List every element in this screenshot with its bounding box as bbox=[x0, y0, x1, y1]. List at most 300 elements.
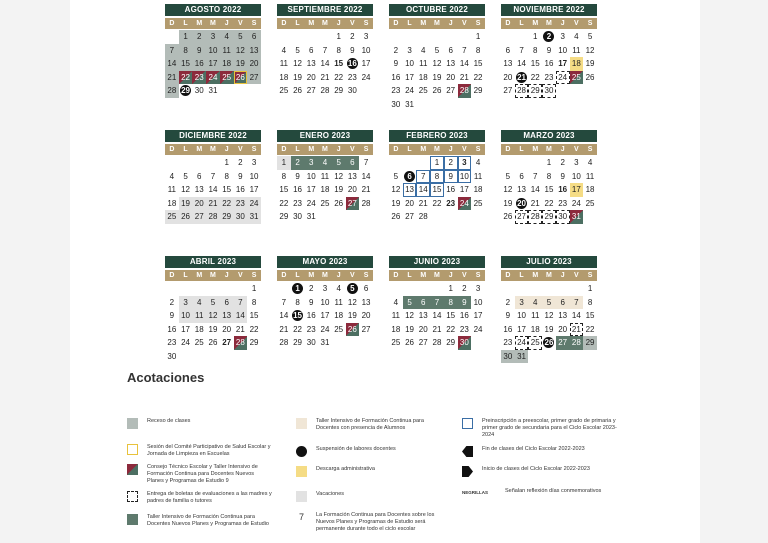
day-cell: 4 bbox=[475, 158, 481, 167]
day-cell: 25 bbox=[220, 71, 234, 85]
day-cell: 5 bbox=[505, 171, 511, 181]
day-cell: 19 bbox=[347, 311, 357, 320]
day-cell: 4 bbox=[318, 156, 332, 170]
legend-item bbox=[296, 466, 441, 477]
day-cell: 13 bbox=[347, 171, 357, 181]
day-cell: 15 bbox=[544, 185, 554, 194]
weekday-label: J bbox=[224, 20, 229, 27]
day-cell: 12 bbox=[544, 311, 554, 320]
weekday-label: M bbox=[434, 20, 440, 27]
day-cell: 26 bbox=[346, 323, 360, 337]
day-cell: 14 bbox=[530, 185, 540, 194]
day-cell: 23 bbox=[192, 71, 206, 85]
day-cell: 28 bbox=[361, 198, 371, 208]
day-cell: 15 bbox=[473, 59, 483, 68]
day-cell: 8 bbox=[533, 45, 538, 55]
weekday-header bbox=[389, 270, 485, 281]
day-cell: 22 bbox=[334, 72, 344, 82]
day-cell: 23 bbox=[503, 338, 513, 347]
legend-swatch-icon bbox=[462, 466, 473, 477]
day-cell: 11 bbox=[391, 311, 400, 320]
weekday-label: L bbox=[519, 146, 524, 153]
day-cell: 18 bbox=[473, 185, 483, 194]
day-cell: 11 bbox=[320, 171, 330, 181]
day-cell: 13 bbox=[558, 311, 568, 320]
weekday-label: M bbox=[210, 20, 216, 27]
day-cell: 26 bbox=[179, 210, 193, 224]
weekday-label: V bbox=[574, 20, 579, 27]
day-cell: 13 bbox=[403, 183, 417, 197]
weekday-label: L bbox=[519, 272, 524, 279]
day-cell: 17 bbox=[181, 324, 190, 334]
weekday-label: J bbox=[448, 20, 453, 27]
day-cell: 30 bbox=[194, 86, 204, 95]
month-octubre-2022 bbox=[389, 4, 485, 111]
day-cell: 28 bbox=[206, 210, 220, 224]
day-cell: 10 bbox=[206, 44, 220, 58]
day-cell: 27 bbox=[361, 324, 371, 334]
weekday-label: L bbox=[295, 146, 300, 153]
day-cell bbox=[403, 170, 417, 184]
day-cell: 7 bbox=[430, 296, 444, 310]
day-cell: 27 bbox=[556, 336, 570, 350]
day-cell: 1 bbox=[277, 156, 291, 170]
day-cell: 14 bbox=[165, 57, 179, 71]
day-cell: 7 bbox=[363, 158, 369, 167]
day-cell: 2 bbox=[192, 30, 206, 44]
day-cell: 26 bbox=[405, 338, 414, 347]
day-cell: 19 bbox=[334, 185, 344, 194]
month-title: MAYO 2023 bbox=[277, 256, 373, 268]
day-cell: 18 bbox=[391, 324, 401, 334]
day-cell: 25 bbox=[320, 198, 330, 208]
day-cell: 7 bbox=[519, 45, 524, 55]
day-cell: 17 bbox=[306, 185, 316, 194]
day-cell: 9 bbox=[238, 171, 243, 181]
day-cell: 7 bbox=[570, 296, 584, 310]
weekday-label: S bbox=[587, 272, 593, 279]
day-cell: 17 bbox=[570, 183, 584, 197]
month-julio-2023 bbox=[501, 256, 597, 363]
month-enero-2023 bbox=[277, 130, 373, 224]
day-cell: 10 bbox=[571, 171, 581, 181]
day-cell: 15 bbox=[279, 185, 289, 194]
day-cell: 24 bbox=[556, 71, 570, 85]
day-cell: 18 bbox=[570, 57, 584, 71]
day-cell: 24 bbox=[320, 324, 330, 334]
day-cell: 3 bbox=[322, 284, 328, 293]
suspension-circle-icon: 16 bbox=[347, 59, 357, 68]
day-cell: 11 bbox=[279, 59, 288, 68]
day-cell: 5 bbox=[183, 171, 188, 181]
day-cell: 14 bbox=[416, 183, 430, 197]
day-cell: 7 bbox=[462, 45, 467, 55]
day-cell: 25 bbox=[528, 336, 542, 350]
day-cell: 4 bbox=[393, 297, 399, 307]
day-cell: 22 bbox=[544, 198, 554, 208]
day-cell: 3 bbox=[515, 296, 529, 310]
suspension-circle-icon: 26 bbox=[544, 338, 554, 347]
day-cell: 28 bbox=[515, 84, 529, 98]
day-cell: 31 bbox=[405, 99, 414, 109]
weekday-label: S bbox=[475, 146, 481, 153]
day-cell: 13 bbox=[517, 185, 526, 194]
day-cell: 17 bbox=[405, 72, 414, 82]
weekday-label: J bbox=[448, 146, 453, 153]
day-cell: 4 bbox=[421, 45, 426, 55]
day-cell: 27 bbox=[247, 71, 261, 85]
day-grid bbox=[165, 30, 261, 98]
day-cell: 3 bbox=[251, 158, 257, 167]
legend-item bbox=[462, 446, 622, 457]
legend-label: Señalan reflexión días conmemorativos bbox=[505, 488, 602, 494]
weekday-label: D bbox=[393, 272, 399, 279]
weekday-label: D bbox=[169, 146, 175, 153]
legend-item bbox=[127, 418, 272, 429]
day-cell: 30 bbox=[556, 210, 570, 224]
day-cell: 31 bbox=[208, 86, 218, 95]
day-cell: 25 bbox=[570, 71, 584, 85]
day-cell: 16 bbox=[544, 59, 554, 68]
day-cell: 27 bbox=[192, 210, 206, 224]
day-cell: 14 bbox=[571, 311, 581, 320]
day-cell: 23 bbox=[391, 86, 401, 95]
month-abril-2023 bbox=[165, 256, 261, 363]
day-cell: 4 bbox=[281, 45, 287, 55]
weekday-label: M bbox=[322, 272, 328, 279]
day-cell: 16 bbox=[235, 185, 245, 194]
day-cell: 1 bbox=[448, 284, 453, 293]
legend-swatch-icon bbox=[127, 491, 138, 502]
legend-label: Fin de clases del Ciclo Escolar 2022-2023 bbox=[482, 446, 585, 452]
day-cell: 14 bbox=[234, 309, 248, 323]
legend-item bbox=[127, 514, 272, 528]
suspension-circle-icon: 1 bbox=[292, 283, 303, 294]
weekday-label: J bbox=[224, 146, 229, 153]
day-cell: 28 bbox=[432, 338, 442, 347]
day-cell bbox=[291, 309, 305, 323]
weekday-label: D bbox=[169, 20, 175, 27]
day-grid bbox=[165, 156, 261, 224]
day-cell: 17 bbox=[361, 59, 371, 68]
legend-swatch-icon bbox=[127, 464, 138, 475]
day-cell: 4 bbox=[169, 171, 175, 181]
day-cell: 27 bbox=[405, 212, 414, 221]
month-mayo-2023 bbox=[277, 256, 373, 350]
weekday-label: S bbox=[363, 272, 369, 279]
legend-swatch-icon bbox=[296, 418, 307, 429]
legend-label: Taller Intensivo de Formación Continua para Docentes con presencia de Alumnos bbox=[316, 418, 424, 431]
weekday-label: V bbox=[462, 272, 467, 279]
day-cell: 20 bbox=[306, 72, 316, 82]
weekday-label: V bbox=[238, 20, 243, 27]
weekday-label: D bbox=[281, 272, 287, 279]
suspension-circle-icon: 29 bbox=[181, 86, 190, 95]
day-cell: 15 bbox=[249, 311, 259, 320]
day-cell: 1 bbox=[251, 284, 257, 293]
day-cell bbox=[346, 57, 360, 71]
legend-label: Sesión del Comité Participativo de Salud Escolar y Jornada de Limpieza en Escuelas bbox=[147, 444, 271, 457]
day-cell: 15 bbox=[585, 311, 595, 320]
day-cell: 26 bbox=[432, 86, 442, 95]
legend-label: Inicio de clases del Ciclo Escolar 2022-2023 bbox=[482, 466, 590, 472]
day-cell: 20 bbox=[446, 72, 456, 82]
weekday-label: L bbox=[407, 272, 412, 279]
day-cell: 1 bbox=[224, 158, 229, 167]
weekday-header bbox=[277, 144, 373, 155]
day-cell: 21 bbox=[459, 72, 469, 82]
weekday-header bbox=[277, 270, 373, 281]
weekday-label: M bbox=[322, 20, 328, 27]
day-cell: 31 bbox=[515, 350, 529, 364]
day-cell: 18 bbox=[194, 324, 204, 334]
acotaciones-title: Acotaciones bbox=[127, 370, 205, 385]
legend-label: Preinscripción a preescolar, primer grado de primaria y primer grado de secundaria para el Ciclo Escolar 2023-2024 bbox=[482, 418, 617, 438]
weekday-label: L bbox=[407, 20, 412, 27]
weekday-label: D bbox=[281, 20, 287, 27]
day-cell: 9 bbox=[458, 296, 472, 310]
day-cell: 16 bbox=[558, 185, 568, 194]
day-cell: 8 bbox=[475, 45, 481, 55]
day-cell: 30 bbox=[458, 336, 472, 350]
day-cell: 27 bbox=[503, 86, 513, 95]
day-cell: 3 bbox=[560, 32, 565, 41]
day-cell: 19 bbox=[405, 324, 414, 334]
month-title: MARZO 2023 bbox=[501, 130, 597, 142]
day-cell: 7 bbox=[165, 44, 179, 58]
day-cell: 6 bbox=[220, 296, 234, 310]
day-cell: 20 bbox=[222, 324, 232, 334]
weekday-label: D bbox=[281, 146, 287, 153]
day-cell: 10 bbox=[558, 45, 568, 55]
month-junio-2023 bbox=[389, 256, 485, 350]
day-cell: 22 bbox=[530, 72, 540, 82]
day-cell: 24 bbox=[571, 198, 581, 208]
legend-item bbox=[127, 444, 272, 458]
day-cell: 16 bbox=[459, 311, 469, 320]
day-cell: 11 bbox=[585, 171, 595, 181]
day-cell: 28 bbox=[570, 336, 584, 350]
day-cell: 27 bbox=[446, 86, 456, 95]
day-cell: 25 bbox=[391, 338, 401, 347]
day-cell: 3 bbox=[304, 156, 318, 170]
day-cell: 22 bbox=[249, 324, 259, 334]
day-cell: 18 bbox=[334, 311, 344, 320]
day-cell: 19 bbox=[391, 198, 401, 208]
weekday-label: V bbox=[238, 272, 243, 279]
day-cell: 14 bbox=[517, 59, 526, 68]
day-cell: 21 bbox=[418, 198, 428, 208]
day-cell: 30 bbox=[391, 99, 401, 109]
day-cell: 9 bbox=[192, 44, 206, 58]
day-cell: 12 bbox=[234, 44, 248, 58]
legend-label: Receso de clases bbox=[147, 418, 191, 424]
day-cell: 28 bbox=[528, 210, 542, 224]
weekday-label: V bbox=[574, 146, 579, 153]
day-cell: 31 bbox=[247, 210, 261, 224]
day-cell: 22 bbox=[432, 198, 442, 208]
weekday-label: M bbox=[308, 272, 315, 279]
day-cell: 8 bbox=[336, 45, 341, 55]
day-cell: 2 bbox=[169, 297, 175, 307]
day-cell: 24 bbox=[306, 198, 316, 208]
day-cell: 10 bbox=[473, 297, 483, 307]
day-cell: 27 bbox=[346, 197, 360, 211]
day-cell: 7 bbox=[533, 171, 538, 181]
weekday-label: L bbox=[183, 272, 188, 279]
day-cell: 8 bbox=[281, 171, 287, 181]
legend-item bbox=[296, 512, 441, 533]
day-cell: 2 bbox=[350, 32, 355, 41]
weekday-label: V bbox=[350, 20, 355, 27]
weekday-label: S bbox=[251, 20, 257, 27]
day-cell: 2 bbox=[444, 156, 458, 170]
day-cell: 18 bbox=[279, 72, 289, 82]
weekday-label: V bbox=[350, 146, 355, 153]
day-cell: 21 bbox=[235, 324, 245, 334]
weekday-label: M bbox=[546, 20, 552, 27]
day-cell: 18 bbox=[320, 185, 330, 194]
day-cell: 21 bbox=[320, 72, 330, 82]
weekday-label: J bbox=[560, 20, 565, 27]
weekday-label: D bbox=[505, 272, 511, 279]
day-cell: 26 bbox=[208, 338, 218, 347]
day-cell: 13 bbox=[220, 309, 234, 323]
weekday-label: S bbox=[363, 146, 369, 153]
day-cell: 28 bbox=[165, 84, 179, 98]
weekday-label: M bbox=[308, 20, 315, 27]
day-cell: 12 bbox=[503, 185, 513, 194]
day-cell: 9 bbox=[350, 45, 355, 55]
day-cell: 12 bbox=[585, 45, 595, 55]
day-cell: 17 bbox=[320, 311, 330, 320]
day-cell: 4 bbox=[574, 32, 579, 41]
weekday-label: D bbox=[169, 272, 175, 279]
legend-item bbox=[296, 491, 441, 502]
legend-item bbox=[127, 491, 272, 505]
day-cell: 9 bbox=[505, 311, 511, 320]
day-cell: 18 bbox=[167, 198, 177, 208]
legend-item bbox=[462, 466, 622, 477]
weekday-header bbox=[165, 144, 261, 155]
weekday-header bbox=[165, 18, 261, 29]
day-cell: 30 bbox=[234, 210, 248, 224]
weekday-label: M bbox=[532, 20, 539, 27]
day-cell: 19 bbox=[234, 57, 248, 71]
weekday-label: L bbox=[519, 20, 524, 27]
day-cell: 11 bbox=[419, 59, 428, 68]
legend-swatch-icon bbox=[296, 491, 307, 502]
day-cell: 22 bbox=[179, 71, 193, 85]
legend-label: Vacaciones bbox=[316, 491, 345, 497]
day-cell: 4 bbox=[192, 296, 206, 310]
day-cell: 21 bbox=[530, 198, 540, 208]
weekday-label: S bbox=[475, 272, 481, 279]
day-cell: 13 bbox=[361, 297, 371, 307]
day-cell: 29 bbox=[583, 336, 597, 350]
day-cell: 10 bbox=[458, 170, 472, 184]
day-grid bbox=[277, 282, 373, 350]
day-cell: 30 bbox=[306, 338, 316, 347]
weekday-label: M bbox=[434, 146, 440, 153]
legend-item bbox=[462, 488, 622, 499]
day-cell: 31 bbox=[306, 212, 316, 221]
day-cell: 9 bbox=[444, 170, 458, 184]
weekday-label: J bbox=[448, 272, 453, 279]
day-cell: 23 bbox=[347, 72, 357, 82]
day-cell: 26 bbox=[234, 71, 248, 85]
day-cell: 29 bbox=[249, 338, 259, 347]
day-cell: 15 bbox=[179, 57, 193, 71]
day-cell: 15 bbox=[334, 59, 344, 68]
weekday-label: M bbox=[196, 146, 203, 153]
day-cell: 7 bbox=[210, 171, 216, 181]
day-cell: 20 bbox=[503, 72, 513, 82]
weekday-label: V bbox=[574, 272, 579, 279]
day-cell: 3 bbox=[458, 156, 472, 170]
month-febrero-2023 bbox=[389, 130, 485, 224]
day-grid bbox=[501, 156, 597, 224]
day-cell: 24 bbox=[247, 197, 261, 211]
weekday-label: M bbox=[210, 146, 216, 153]
day-cell: 16 bbox=[192, 57, 206, 71]
day-cell: 8 bbox=[546, 171, 552, 181]
day-cell: 6 bbox=[346, 156, 360, 170]
day-cell: 6 bbox=[556, 296, 570, 310]
weekday-label: M bbox=[420, 146, 427, 153]
day-cell: 3 bbox=[179, 296, 193, 310]
day-cell: 5 bbox=[434, 45, 440, 55]
day-cell bbox=[291, 282, 305, 296]
weekday-header bbox=[389, 18, 485, 29]
day-cell: 28 bbox=[279, 338, 289, 347]
day-cell: 1 bbox=[475, 32, 481, 41]
day-cell: 12 bbox=[293, 59, 302, 68]
month-septiembre-2022 bbox=[277, 4, 373, 98]
weekday-label: M bbox=[196, 20, 203, 27]
day-cell: 19 bbox=[208, 324, 218, 334]
day-cell: 18 bbox=[585, 185, 595, 194]
day-cell: 11 bbox=[572, 45, 581, 55]
weekday-label: M bbox=[532, 146, 539, 153]
weekday-label: M bbox=[210, 272, 216, 279]
day-cell: 10 bbox=[179, 309, 193, 323]
day-cell: 2 bbox=[393, 45, 399, 55]
day-cell: 17 bbox=[473, 311, 483, 320]
day-grid bbox=[277, 30, 373, 98]
weekday-header bbox=[501, 18, 597, 29]
day-cell: 30 bbox=[167, 351, 177, 361]
month-title: JUNIO 2023 bbox=[389, 256, 485, 268]
day-cell: 9 bbox=[295, 171, 300, 181]
day-cell: 18 bbox=[418, 72, 428, 82]
weekday-label: D bbox=[393, 20, 399, 27]
weekday-label: L bbox=[295, 20, 300, 27]
day-cell: 22 bbox=[446, 324, 456, 334]
day-cell: 23 bbox=[446, 198, 456, 208]
day-cell: 5 bbox=[295, 45, 300, 55]
suspension-circle-icon: 5 bbox=[347, 283, 358, 294]
day-cell: 3 bbox=[407, 45, 412, 55]
day-cell: 20 bbox=[405, 198, 414, 208]
day-cell: 19 bbox=[293, 72, 302, 82]
day-cell bbox=[515, 197, 529, 211]
month-title: OCTUBRE 2022 bbox=[389, 4, 485, 16]
legend-swatch-icon bbox=[462, 418, 473, 429]
day-cell: 5 bbox=[393, 171, 399, 181]
day-cell: 23 bbox=[558, 198, 568, 208]
weekday-label: M bbox=[532, 272, 539, 279]
